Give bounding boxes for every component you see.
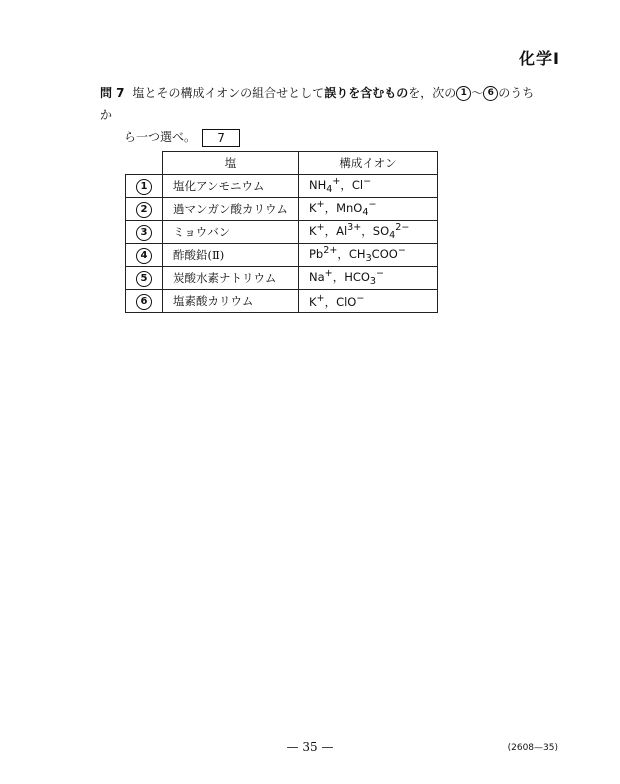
header-blank-cell <box>126 152 163 175</box>
header-salt: 塩 <box>163 152 299 175</box>
choice-circle[interactable]: 5 <box>136 271 152 287</box>
table-row <box>126 198 438 221</box>
choice-number-cell <box>126 267 163 290</box>
choice-number-cell <box>126 221 163 244</box>
subject-title: 化学Ⅰ <box>519 49 560 68</box>
table-row <box>126 175 438 198</box>
question-line-2 <box>100 126 540 148</box>
ion-cell: $Pb^{2+}$，$CH_3COO^-$ <box>299 244 438 267</box>
ion-cell: K+，$Al^{3+}$，$SO_4^{2-}$ <box>299 221 438 244</box>
range-separator: 〜 <box>471 86 484 100</box>
question-line2-text: ら一つ選べ。 <box>124 130 197 144</box>
choice-number-cell <box>126 175 163 198</box>
range-end-circle: 6 <box>483 86 498 101</box>
choice-circle[interactable]: 4 <box>136 248 152 264</box>
choice-circle[interactable]: 3 <box>136 225 152 241</box>
choice-number-cell <box>126 290 163 313</box>
ion-cell: $NH_4^+$，Cl− <box>299 175 438 198</box>
salt-name: 過マンガン酸カリウム <box>163 198 299 221</box>
salt-name: 酢酸鉛(Ⅱ) <box>163 244 299 267</box>
choice-circle[interactable]: 6 <box>136 294 152 310</box>
question-text-end: のうちか <box>100 86 535 122</box>
salt-name: 炭酸水素ナトリウム <box>163 267 299 290</box>
table-header-row <box>126 152 438 175</box>
table-row <box>126 221 438 244</box>
question-text-before: 塩とその構成イオンの組合せとして <box>132 86 325 100</box>
salt-name: 塩化アンモニウム <box>163 175 299 198</box>
salt-name: 塩素酸カリウム <box>163 290 299 313</box>
table-row <box>126 290 438 313</box>
choice-number-cell <box>126 244 163 267</box>
table-row <box>126 267 438 290</box>
answer-box[interactable]: 7 <box>202 129 240 147</box>
choice-circle[interactable]: 2 <box>136 202 152 218</box>
salt-ion-table <box>125 151 438 313</box>
question-line-1 <box>100 82 540 126</box>
table-row <box>126 244 438 267</box>
question-text-after: を，次の <box>408 86 457 100</box>
ion-cell: Na+，$HCO_3^-$ <box>299 267 438 290</box>
choice-circle[interactable]: 1 <box>136 179 152 195</box>
page-number: — 35 — <box>286 740 334 754</box>
choice-number-cell <box>126 198 163 221</box>
ion-cell: K+，ClO− <box>299 290 438 313</box>
range-start-circle: 1 <box>456 86 471 101</box>
page-code: (2608—35) <box>507 743 558 753</box>
ion-cell: K+，MnO$_4$− <box>299 198 438 221</box>
question-number: 問 7 <box>100 86 125 100</box>
salt-name: ミョウバン <box>163 221 299 244</box>
question-block <box>100 82 540 148</box>
question-text-bold: 誤りを含むもの <box>324 86 409 100</box>
header-ions: 構成イオン <box>299 152 438 175</box>
